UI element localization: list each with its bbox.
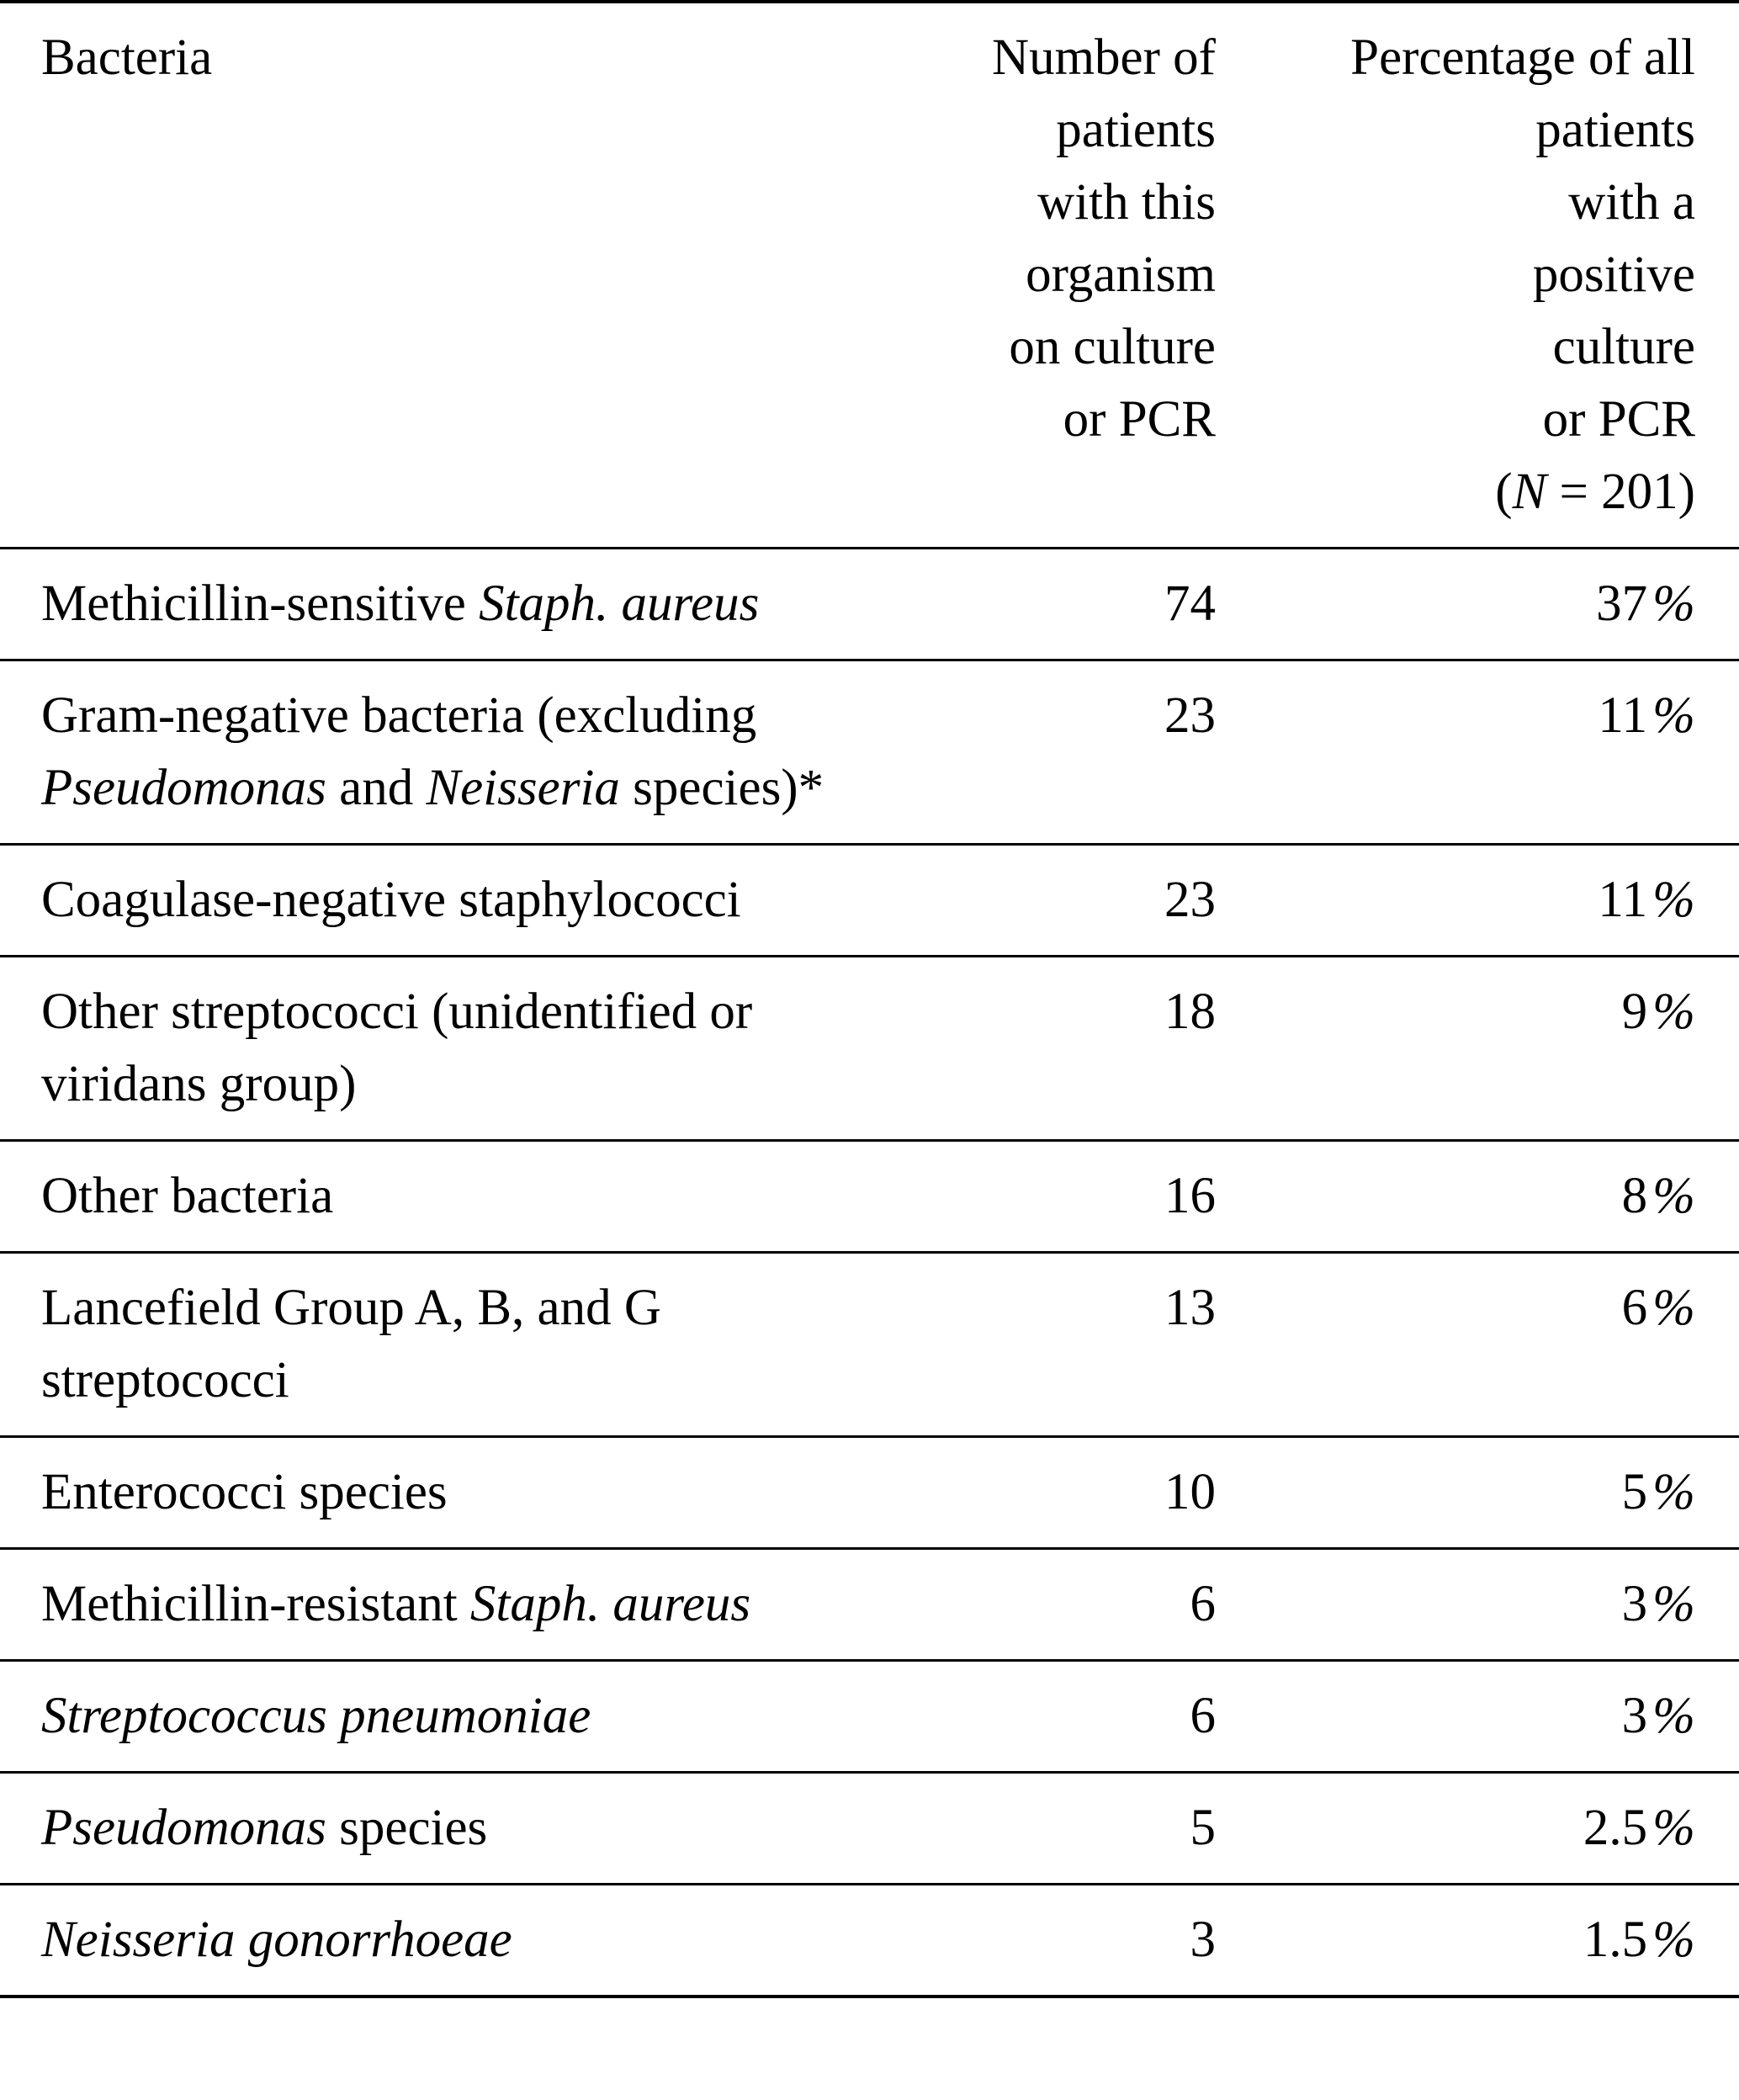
header-count-line: Number of: [992, 29, 1216, 86]
patient-count: 74: [1164, 575, 1216, 632]
percent-sign: %: [1652, 575, 1695, 632]
patient-count: 6: [899, 1661, 1216, 1773]
bacteria-name-italic: Pseudomonas: [41, 1800, 326, 1856]
patient-count: 23: [899, 845, 1216, 957]
n-variable: N: [1512, 464, 1547, 520]
bacteria-name-italic: Pseudomonas: [41, 760, 326, 816]
bacteria-name: [0, 1773, 899, 1885]
table-row: [0, 1141, 1739, 1253]
n-value: = 201): [1546, 464, 1695, 520]
bacteria-name-text: Lancefield Group A, B, and G streptococci: [41, 1280, 661, 1408]
percentage-cell: [1216, 1773, 1739, 1885]
bacteria-name: [0, 957, 899, 1141]
percentage-cell: [1216, 1885, 1739, 1997]
bacteria-name: [0, 1437, 899, 1549]
bacteria-name-text: Other streptococci (unidentified or viridans group): [41, 984, 753, 1112]
patient-count: 16: [899, 1141, 1216, 1253]
table-row: [0, 845, 1739, 957]
header-percent-line: culture: [1552, 319, 1695, 375]
percent-sign: %: [1652, 872, 1695, 928]
table-row: [0, 1661, 1739, 1773]
table-row: [0, 1885, 1739, 1997]
patient-count: 5: [899, 1773, 1216, 1885]
table-row: [0, 957, 1739, 1141]
table-row: [0, 549, 1739, 660]
bacteria-name-italic: Neisseria: [426, 760, 620, 816]
table-row: [0, 1549, 1739, 1661]
header-count-line: patients: [1056, 102, 1216, 158]
header-bacteria: Bacteria: [0, 2, 899, 549]
percentage-value: 8: [1621, 1168, 1648, 1224]
bacteria-name: [0, 1253, 899, 1437]
percentage-value: 37: [1596, 575, 1648, 632]
percent-sign: %: [1652, 1800, 1695, 1856]
bacteria-name: [0, 549, 899, 660]
percent-sign: %: [1652, 1464, 1695, 1520]
table-row: [0, 660, 1739, 845]
table-row: [0, 1773, 1739, 1885]
percentage-cell: [1216, 845, 1739, 957]
percent-sign: %: [1652, 1168, 1695, 1224]
percent-sign: %: [1652, 1912, 1695, 1968]
percentage-value: 3: [1621, 1576, 1648, 1632]
patient-count: 10: [899, 1437, 1216, 1549]
header-count-line: with this: [1037, 174, 1216, 231]
patient-count: 3: [899, 1885, 1216, 1997]
patient-count: 18: [899, 957, 1216, 1141]
paren-open: (: [1495, 464, 1513, 520]
percentage-value: 9: [1621, 984, 1648, 1040]
table-body: [0, 549, 1739, 1997]
bacteria-name-text: Other bacteria: [41, 1168, 334, 1224]
bacteria-name-text: species: [326, 1800, 488, 1856]
patient-count: 6: [899, 1549, 1216, 1661]
header-count-line: or PCR: [1063, 391, 1216, 448]
header-count-line: organism: [1026, 247, 1216, 303]
patient-count: 23: [899, 660, 1216, 845]
header-percent-line: Percentage of all: [1350, 29, 1695, 86]
bacteria-name: [0, 1549, 899, 1661]
header-count-line: on culture: [1009, 319, 1216, 375]
table-row: [0, 1253, 1739, 1437]
bacteria-name: [0, 1141, 899, 1253]
bacteria-name-italic: Streptococcus pneumoniae: [41, 1688, 591, 1744]
bacteria-name-italic: Staph. aureus: [469, 1576, 751, 1632]
header-percent-line: or PCR: [1542, 391, 1695, 448]
bacteria-name-text: Methicillin-sensitive: [41, 575, 480, 632]
bacteria-name-text: Gram-negative bacteria (excluding: [41, 687, 757, 744]
bacteria-name-italic: Staph. aureus: [479, 575, 760, 632]
percentage-cell: [1216, 1437, 1739, 1549]
percentage-value: 6: [1621, 1280, 1648, 1336]
bacteria-name: [0, 660, 899, 845]
percent-sign: %: [1652, 1688, 1695, 1744]
patient-count: 13: [899, 1253, 1216, 1437]
bacteria-name: [0, 1885, 899, 1997]
percent-sign: %: [1652, 1280, 1695, 1336]
percent-sign: %: [1652, 1576, 1695, 1632]
header-row: [0, 2, 1739, 549]
percentage-value: 11: [1598, 687, 1648, 744]
percentage-value: 5: [1621, 1464, 1648, 1520]
percentage-value: 11: [1598, 872, 1648, 928]
table-row: [0, 1437, 1739, 1549]
header-patient-count: [899, 2, 1216, 549]
bacteria-name: [0, 845, 899, 957]
header-percent-line: patients: [1535, 102, 1695, 158]
bacteria-name-italic: Neisseria gonorrhoeae: [41, 1912, 512, 1968]
percentage-cell: [1216, 660, 1739, 845]
percent-sign: %: [1652, 687, 1695, 744]
percentage-cell: [1216, 1141, 1739, 1253]
percent-sign: %: [1652, 984, 1695, 1040]
percentage-cell: [1216, 549, 1739, 660]
header-percent-line: positive: [1532, 247, 1695, 303]
bacteria-name-text: Methicillin-resistant: [41, 1576, 470, 1632]
percentage-cell: [1216, 957, 1739, 1141]
percentage-cell: [1216, 1253, 1739, 1437]
bacteria-name: [0, 1661, 899, 1773]
percentage-value: 1.5: [1583, 1912, 1648, 1968]
header-percent-line: with a: [1568, 174, 1695, 231]
header-sample-size: [1216, 456, 1695, 528]
percentage-cell: [1216, 1549, 1739, 1661]
header-percentage: [1216, 2, 1739, 549]
bacteria-name-text: and: [326, 760, 427, 816]
bacteria-name-text: Coagulase-negative staphylococci: [41, 872, 741, 928]
percentage-cell: [1216, 1661, 1739, 1773]
bacteria-name-text: Enterococci species: [41, 1464, 448, 1520]
percentage-value: 2.5: [1583, 1800, 1648, 1856]
bacteria-name-text: species)*: [619, 760, 824, 816]
percentage-value: 3: [1621, 1688, 1648, 1744]
